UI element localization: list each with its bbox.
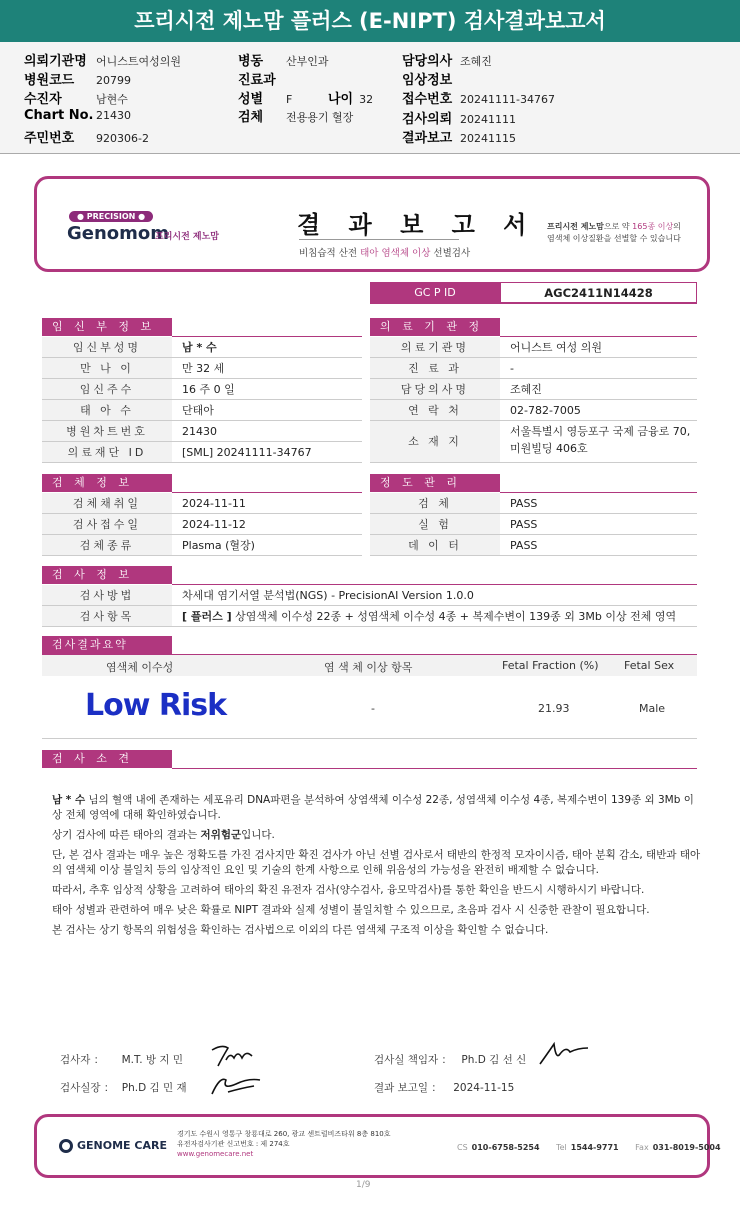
specimen-row-type: 검체종류 Plasma (혈장) [42,535,362,556]
footer-contacts: CS 010-6758-5254 Tel 1544-9771 Fax 031-8019-5004 [457,1143,721,1152]
clinic-row-doctor: 담당의사명 조혜진 [370,379,697,400]
report-footer [34,1114,721,1178]
genomom-logo-sub: 프리시전 제노맘 [155,232,219,242]
finding-paragraph: 남 * 수 님의 혈액 내에 존재하는 세포유리 DNA파편을 분석하여 상염색체 이수성 22종, 성염색체 이수성 4종, 복제수변이 139종 외 3Mb 이상 전체 영역에 대해 확인하였습니다. [52,794,694,821]
mother-row-weeks: 임신주수 16 주 0 일 [42,379,362,400]
doctor-field: 담당의사 조혜진 [402,54,492,69]
ward-field: 병동 산부인과 [238,54,329,69]
chief-signature-line: 검사실장 ： Ph.D 김 민 재 [60,1082,187,1094]
test-row-method: 검사방법 차세대 염기서열 분석법(NGS) - PrecisionAI Version 1.0.0 [42,585,697,606]
finding-paragraph: 본 검사는 상기 항목의 위험성을 확인하는 검사법으로 이외의 다른 염색체 구조적 이상을 확인할 수 없습니다. [52,924,549,936]
abnormal-items-value: - [371,702,375,715]
gcpid-label: GC P ID [370,282,500,304]
findings-header: 검 사 소 견 [42,750,172,768]
hospital-code-field: 병원코드 20799 [24,73,131,88]
footer-website-link[interactable]: www.genomecare.net [177,1150,254,1158]
mother-info-header: 임 신 부 정 보 [42,318,172,336]
director-signature-icon [536,1040,592,1070]
gcpid-value: AGC2411N14428 [500,282,697,304]
clinic-row-name: 의료기관명 어니스트 여성 의원 [370,337,697,358]
finding-paragraph: 따라서, 추후 임상적 상황을 고려하여 태아의 확진 유전자 검사(양수검사, 융모막검사)를 통한 확인을 반드시 시행하시기 바랍니다. [52,884,645,896]
request-field: 검사의뢰 20241111 [402,112,516,127]
clinic-address-text: 서울특별시 영등포구 국제 금융로 70, 미원빌딩 406호 [510,425,691,455]
summary-header: 검사결과요약 [42,636,172,654]
report-subheading: 비침습적 산전 태아 염색체 이상 선별검사 [299,248,471,259]
fetal-sex-value: Male [639,702,666,715]
receiver-field: 수진자 남현수 [24,92,128,107]
summary-bottom-line [42,738,697,739]
report-date-line: 결과 보고일 ： 2024-11-15 [374,1082,515,1094]
clinic-row-dept: 진 료 과 - [370,358,697,379]
page-number: 1/9 [356,1180,371,1190]
mother-row-age: 만 나 이 만 32 세 [42,358,362,379]
mother-row-name: 임신부성명 남 * 수 [42,337,362,358]
findings-line [172,768,697,769]
finding-paragraph: 태아 성별과 관련하여 매우 낮은 확률로 NIPT 결과와 실제 성별이 불일치할 수 있으므로, 초음파 검사 시 신중한 관찰이 필요합니다. [52,904,650,916]
clinical-field: 임상정보 [402,73,453,88]
finding-paragraph: 단, 본 검사 결과는 매우 높은 정확도를 가진 검사지만 확진 검사가 아닌 선별 검사로서 태반의 한정적 모자이시즘, 태아 분획 감소, 태반과 태아의 염색체 이상 불일치 등의 임상적인 요인 및 기술의 한계 사항으로 인해 위음성의 가능성을 완전히 배제할 수 없습니다. [52,849,701,876]
mother-row-fetus: 태 아 수 단태아 [42,400,362,421]
test-row-items: 검사항목 [ 플러스 ] 상염색체 이수성 22종 + 성염색체 이수성 4종 + 복제수변이 139종 외 3Mb 이상 전체 영역 [42,606,697,627]
test-info-header: 검 사 정 보 [42,566,172,584]
findings-text [52,793,702,943]
patient-header [0,42,740,154]
clinic-row-address: 소 재 지 서울특별시 영등포구 국제 금융로 70, 미원빌딩 406호 [370,421,697,463]
report-title-bar: 프리시전 제노맘 플러스 (E-NIPT) 검사결과보고서 [0,0,740,42]
director-signature-line: 검사실 책임자 ： Ph.D 김 선 신 [374,1054,527,1066]
specimen-field: 검체 전용용기 혈장 [238,110,354,125]
age-field: 나이 32 [328,92,374,107]
banner-note: 프리시전 제노맘으로 약 165종 이상의 염색체 이상질환을 선별할 수 있습니다 [547,222,681,243]
chief-signature-icon [208,1070,264,1098]
chart-no-field: Chart No. 21430 [24,108,131,123]
report-heading: 결 과 보 고 서 [297,211,537,239]
fetal-fraction-value: 21.93 [538,702,570,715]
report-banner [34,176,710,272]
specimen-info-header: 검 체 정 보 [42,474,172,492]
institution-field: 의뢰기관명 어니스트여성의원 [24,54,182,69]
finding-paragraph: 상기 검사에 따른 태아의 결과는 저위험군입니다. [52,829,275,841]
precision-badge: ● PRECISION ● [69,211,153,222]
specimen-row-received: 검사접수일 2024-11-12 [42,514,362,535]
report-page [30,168,721,1190]
receipt-field: 접수번호 20241111-34767 [402,92,555,107]
clinic-row-contact: 연 락 처 02-782-7005 [370,400,697,421]
genome-care-logo: GENOME CARE [59,1139,167,1153]
genome-care-logo-icon [59,1139,73,1153]
tester-signature-icon [208,1042,258,1070]
qc-row-data: 데 이 터 PASS [370,535,697,556]
specimen-row-collected: 검체채취일 2024-11-11 [42,493,362,514]
clinic-info-header: 의 료 기 관 정 [370,318,500,336]
genomom-logo: Genomom [67,223,170,244]
qc-row-specimen: 검 체 PASS [370,493,697,514]
qc-header: 정 도 관 리 [370,474,500,492]
mother-row-foundation: 의료재단 ID [SML] 20241111-34767 [42,442,362,463]
sex-field: 성별 F [238,92,293,107]
qc-row-experiment: 실 험 PASS [370,514,697,535]
id-no-field: 주민번호 920306-2 [24,131,149,146]
report-date-field: 결과보고 20241115 [402,131,516,146]
risk-result: Low Risk [85,688,227,723]
tester-signature-line: 검사자 ： M.T. 방 지 민 [60,1054,183,1066]
footer-address: 경기도 수원시 영통구 창룡대로 260, 광교 센트럴비즈타워 8층 810호 유전자검사기관 신고번호 : 제 274호 www.genomecare.net [177,1130,391,1158]
dept-field: 진료과 [238,73,276,88]
mother-row-chart: 병원차트번호 21430 [42,421,362,442]
summary-table-header: 염색체 이수성 염 색 체 이상 항목 Fetal Fraction (%) Fetal Sex [42,654,697,676]
heading-divider [299,239,459,240]
